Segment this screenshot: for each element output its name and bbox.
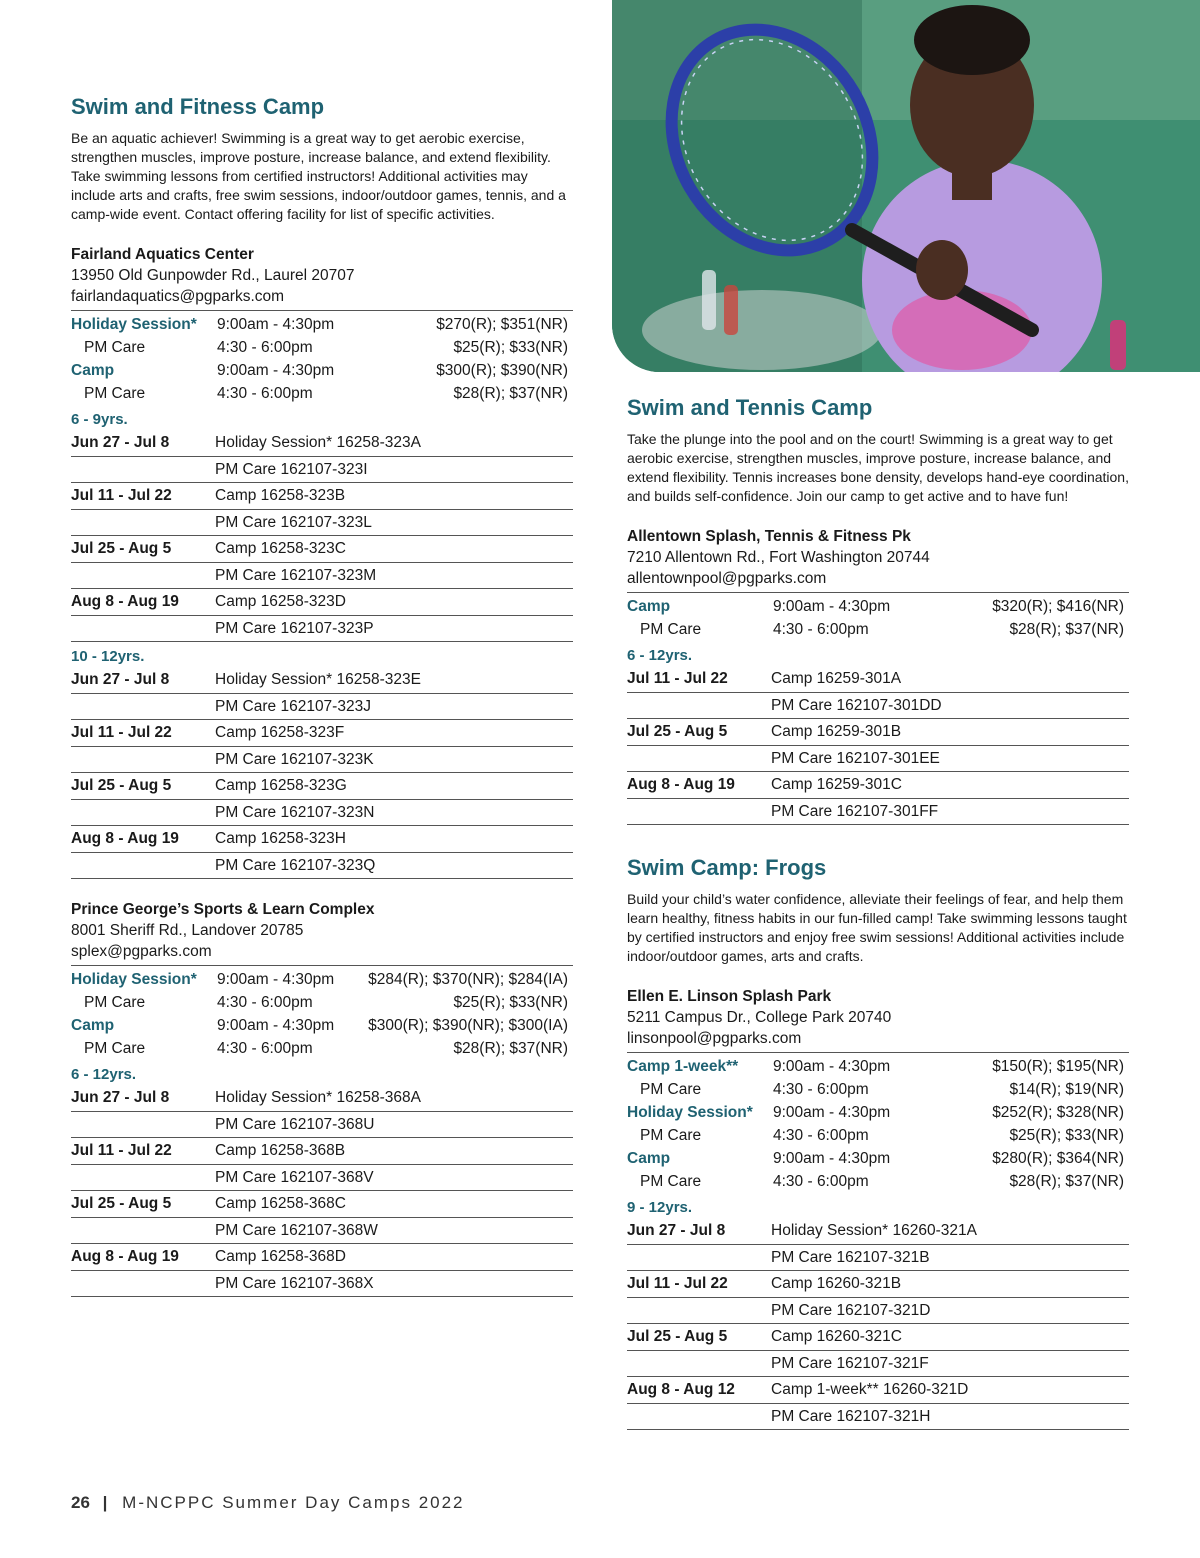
schedule-date: Jul 11 - Jul 22 [71, 487, 172, 504]
price-time: 9:00am - 4:30pm [773, 1058, 891, 1075]
price-label: PM Care [640, 621, 702, 638]
facility-email: splex@pgparks.com [71, 943, 212, 960]
price-amount: $270(R); $351(NR) [436, 316, 568, 333]
section-description: Take the plunge into the pool and on the court! Swimming is a great way to get aerobic exercise, strengthen muscles, improve posture, increase balance, and extend flexibility. Tennis increases bone density, develops hand-eye coordination, and builds self-confidence. Join our camp to get active and to have fun! [627, 431, 1129, 504]
schedule-date: Jun 27 - Jul 8 [627, 1222, 726, 1239]
price-row [71, 336, 573, 359]
schedule-date: Jun 27 - Jul 8 [71, 1089, 170, 1106]
schedule-table [627, 1218, 1129, 1430]
price-label: PM Care [84, 1040, 146, 1057]
schedule-row [71, 510, 573, 537]
schedule-code: Camp 16258-368C [215, 1195, 346, 1212]
schedule-code: PM Care 162107-301FF [771, 802, 939, 820]
page-number: 26 [71, 1493, 90, 1512]
schedule-date [627, 746, 771, 772]
price-table [71, 310, 573, 405]
price-row [627, 1147, 1129, 1170]
price-time: 4:30 - 6:00pm [773, 621, 869, 638]
price-amount: $284(R); $370(NR); $284(IA) [368, 971, 568, 988]
schedule-code: Camp 16259-301B [771, 723, 902, 740]
schedule-row [71, 563, 573, 590]
price-row [71, 313, 573, 336]
schedule-code: Camp 16259-301C [771, 776, 902, 793]
facility-address: 8001 Sheriff Rd., Landover 20785 [71, 922, 304, 939]
schedule-table [71, 667, 573, 879]
facility-list [71, 244, 573, 1297]
schedule-row [71, 483, 573, 510]
schedule-date [627, 1245, 771, 1271]
price-row [71, 1037, 573, 1060]
facility-block [71, 244, 573, 879]
schedule-code: PM Care 162107-368V [215, 1168, 374, 1186]
facility-email: allentownpool@pgparks.com [627, 570, 827, 587]
price-amount: $28(R); $37(NR) [1009, 1173, 1124, 1190]
schedule-row [627, 666, 1129, 693]
schedule-code: PM Care 162107-321D [771, 1301, 931, 1319]
schedule-row [71, 1085, 573, 1112]
schedule-date: Aug 8 - Aug 12 [627, 1381, 735, 1398]
price-label: PM Care [640, 1081, 702, 1098]
schedule-date: Jul 11 - Jul 22 [627, 670, 728, 687]
schedule-row [71, 457, 573, 484]
price-label: PM Care [84, 339, 146, 356]
price-amount: $300(R); $390(NR) [436, 362, 568, 379]
schedule-date: Jun 27 - Jul 8 [71, 434, 170, 451]
schedule-date: Jul 25 - Aug 5 [71, 777, 172, 794]
schedule-code: Camp 16258-323C [215, 540, 346, 557]
schedule-date [71, 800, 215, 826]
schedule-code: PM Care 162107-321H [771, 1407, 931, 1425]
schedule-row [71, 773, 573, 800]
price-table [627, 592, 1129, 641]
schedule-row [627, 1351, 1129, 1378]
schedule-date: Aug 8 - Aug 19 [71, 1248, 179, 1265]
section-description: Be an aquatic achiever! Swimming is a great way to get aerobic exercise, strengthen muscles, improve posture, increase balance, and extend flexibility. Take swimming lessons from certified instructors! Additional activities may include arts and crafts, free swim sessions, indoor/outdoor games, tennis, and a camp-wide event. Contact offering facility for list of specific activities. [71, 130, 566, 222]
age-group-label: 6 - 12yrs. [71, 1066, 137, 1083]
schedule-code: Camp 16260-321C [771, 1328, 902, 1345]
price-label: Camp [71, 1017, 115, 1034]
schedule-code: PM Care 162107-301DD [771, 696, 942, 714]
price-amount: $25(R); $33(NR) [1009, 1127, 1124, 1144]
schedule-row [71, 589, 573, 616]
price-label: PM Care [84, 994, 146, 1011]
schedule-row [627, 1404, 1129, 1431]
schedule-code: Holiday Session* 16258-368A [215, 1089, 421, 1106]
schedule-row [71, 853, 573, 880]
price-amount: $280(R); $364(NR) [992, 1150, 1124, 1167]
facility-email: linsonpool@pgparks.com [627, 1030, 802, 1047]
schedule-date: Aug 8 - Aug 19 [71, 830, 179, 847]
facility-block [627, 526, 1129, 825]
page-footer [71, 1493, 465, 1513]
schedule-code: PM Care 162107-323I [215, 460, 368, 478]
schedule-date [71, 1218, 215, 1244]
price-row [71, 1014, 573, 1037]
schedule-table [627, 666, 1129, 825]
age-group-label: 9 - 12yrs. [627, 1199, 693, 1216]
schedule-code: Camp 16260-321B [771, 1275, 902, 1292]
schedule-date [627, 1351, 771, 1377]
schedule-row [71, 720, 573, 747]
schedule-row [627, 1377, 1129, 1404]
schedule-row [627, 746, 1129, 773]
schedule-date: Aug 8 - Aug 19 [627, 776, 735, 793]
schedule-row [627, 693, 1129, 720]
schedule-date [71, 1165, 215, 1191]
price-time: 9:00am - 4:30pm [217, 1017, 335, 1034]
schedule-row [71, 800, 573, 827]
price-row [71, 968, 573, 991]
schedule-row [71, 747, 573, 774]
schedule-row [71, 694, 573, 721]
schedule-code: PM Care 162107-323Q [215, 856, 376, 874]
schedule-code: Camp 16258-323B [215, 487, 346, 504]
price-amount: $25(R); $33(NR) [453, 994, 568, 1011]
price-time: 9:00am - 4:30pm [773, 1104, 891, 1121]
schedule-row [71, 1165, 573, 1192]
price-row [627, 618, 1129, 641]
schedule-date: Jul 25 - Aug 5 [71, 1195, 172, 1212]
schedule-row [627, 1324, 1129, 1351]
price-amount: $300(R); $390(NR); $300(IA) [368, 1017, 568, 1034]
section-description: Build your child’s water confidence, alleviate their feelings of fear, and help them learn healthy, fitness habits in our fun-filled camp! Take swimming lessons taught by certified instructors and enjoy free swim sessions! Additional activities include indoor/outdoor games, arts and crafts. [627, 891, 1127, 964]
schedule-date: Jul 11 - Jul 22 [71, 724, 172, 741]
section-title: Swim Camp: Frogs [627, 855, 827, 880]
schedule-row [71, 1138, 573, 1165]
schedule-table [71, 430, 573, 642]
schedule-row [627, 772, 1129, 799]
schedule-code: PM Care 162107-323K [215, 750, 374, 768]
right-column [627, 393, 1129, 1430]
schedule-date [71, 694, 215, 720]
publication-title: M-NCPPC Summer Day Camps 2022 [122, 1493, 465, 1512]
price-amount: $28(R); $37(NR) [1009, 621, 1124, 638]
schedule-code: PM Care 162107-323M [215, 566, 377, 584]
schedule-code: Camp 16258-323F [215, 724, 345, 741]
schedule-code: PM Care 162107-301EE [771, 749, 940, 767]
price-amount: $28(R); $37(NR) [453, 385, 568, 402]
facility-name: Ellen E. Linson Splash Park [627, 988, 832, 1005]
schedule-date [71, 510, 215, 536]
schedule-code: Camp 16259-301A [771, 670, 902, 687]
price-row [627, 1055, 1129, 1078]
price-label: Holiday Session* [71, 316, 197, 333]
price-label: Camp [627, 598, 671, 615]
price-label: Camp [627, 1150, 671, 1167]
schedule-code: PM Care 162107-323J [215, 697, 371, 715]
price-table [627, 1052, 1129, 1193]
schedule-date [627, 1298, 771, 1324]
schedule-date: Jun 27 - Jul 8 [71, 671, 170, 688]
schedule-date [71, 1112, 215, 1138]
schedule-row [71, 1218, 573, 1245]
swim-fitness-camp-column [71, 92, 573, 1297]
schedule-row [71, 1191, 573, 1218]
schedule-row [71, 536, 573, 563]
price-row [627, 1078, 1129, 1101]
schedule-code: PM Care 162107-323P [215, 619, 374, 637]
price-label: Camp 1-week** [627, 1058, 739, 1075]
schedule-row [627, 719, 1129, 746]
price-table [71, 965, 573, 1060]
schedule-code: Camp 16258-323H [215, 830, 346, 847]
price-label: PM Care [640, 1173, 702, 1190]
schedule-row [627, 1245, 1129, 1272]
facility-name: Prince George’s Sports & Learn Complex [71, 901, 375, 918]
facility-block [71, 899, 573, 1297]
facility-name: Fairland Aquatics Center [71, 246, 254, 263]
price-time: 4:30 - 6:00pm [773, 1127, 869, 1144]
schedule-code: PM Care 162107-323L [215, 513, 372, 531]
facility-name: Allentown Splash, Tennis & Fitness Pk [627, 528, 911, 545]
price-time: 4:30 - 6:00pm [217, 339, 313, 356]
price-amount: $28(R); $37(NR) [453, 1040, 568, 1057]
section-title: Swim and Tennis Camp [627, 395, 873, 420]
schedule-row [71, 667, 573, 694]
price-label: Holiday Session* [627, 1104, 753, 1121]
schedule-code: Camp 16258-368D [215, 1248, 346, 1265]
price-time: 9:00am - 4:30pm [217, 971, 335, 988]
schedule-code: PM Care 162107-323N [215, 803, 375, 821]
price-time: 4:30 - 6:00pm [217, 385, 313, 402]
price-amount: $150(R); $195(NR) [992, 1058, 1124, 1075]
schedule-code: PM Care 162107-368W [215, 1221, 378, 1239]
schedule-date [71, 747, 215, 773]
age-group-label: 6 - 9yrs. [71, 411, 128, 428]
schedule-row [627, 799, 1129, 826]
price-amount: $14(R); $19(NR) [1009, 1081, 1124, 1098]
price-time: 9:00am - 4:30pm [217, 316, 335, 333]
price-row [627, 1124, 1129, 1147]
price-time: 4:30 - 6:00pm [217, 994, 313, 1011]
schedule-date: Aug 8 - Aug 19 [71, 593, 179, 610]
section-title: Swim and Fitness Camp [71, 94, 325, 119]
price-amount: $252(R); $328(NR) [992, 1104, 1124, 1121]
schedule-date: Jul 11 - Jul 22 [627, 1275, 728, 1292]
tennis-child-illustration [612, 0, 1200, 372]
price-label: PM Care [84, 385, 146, 402]
price-row [627, 595, 1129, 618]
camp-section [627, 853, 1129, 1430]
price-time: 9:00am - 4:30pm [773, 1150, 891, 1167]
schedule-date [71, 1271, 215, 1297]
price-amount: $320(R); $416(NR) [992, 598, 1124, 615]
price-label: Holiday Session* [71, 971, 197, 988]
schedule-row [627, 1271, 1129, 1298]
price-row [627, 1170, 1129, 1193]
schedule-date [627, 1404, 771, 1430]
schedule-date: Jul 25 - Aug 5 [627, 723, 728, 740]
schedule-code: PM Care 162107-321F [771, 1354, 929, 1372]
schedule-date [71, 563, 215, 589]
schedule-code: Camp 16258-368B [215, 1142, 346, 1159]
facility-block [627, 986, 1129, 1430]
price-time: 4:30 - 6:00pm [217, 1040, 313, 1057]
schedule-date: Jul 25 - Aug 5 [71, 540, 172, 557]
schedule-code: Holiday Session* 16258-323E [215, 671, 421, 688]
schedule-code: PM Care 162107-368U [215, 1115, 375, 1133]
price-time: 9:00am - 4:30pm [773, 598, 891, 615]
facility-address: 5211 Campus Dr., College Park 20740 [627, 1009, 892, 1026]
schedule-code: Camp 16258-323D [215, 593, 346, 610]
schedule-code: Holiday Session* 16260-321A [771, 1222, 977, 1239]
schedule-code: Camp 1-week** 16260-321D [771, 1381, 969, 1398]
camp-section [627, 393, 1129, 825]
schedule-row [71, 1112, 573, 1139]
price-amount: $25(R); $33(NR) [453, 339, 568, 356]
schedule-date [71, 457, 215, 483]
age-group-label: 10 - 12yrs. [71, 648, 145, 665]
schedule-row [71, 430, 573, 457]
price-label: Camp [71, 362, 115, 379]
footer-separator: | [102, 1493, 110, 1512]
price-row [627, 1101, 1129, 1124]
price-time: 9:00am - 4:30pm [217, 362, 335, 379]
schedule-row [71, 1271, 573, 1298]
schedule-date [627, 799, 771, 825]
price-row [71, 382, 573, 405]
schedule-date [71, 853, 215, 879]
price-row [71, 359, 573, 382]
schedule-row [71, 1244, 573, 1271]
schedule-row [71, 616, 573, 643]
facility-email: fairlandaquatics@pgparks.com [71, 288, 285, 305]
price-row [71, 991, 573, 1014]
schedule-date: Jul 25 - Aug 5 [627, 1328, 728, 1345]
schedule-row [627, 1298, 1129, 1325]
schedule-code: PM Care 162107-368X [215, 1274, 374, 1292]
schedule-date [71, 616, 215, 642]
schedule-code: PM Care 162107-321B [771, 1248, 930, 1266]
schedule-date [627, 693, 771, 719]
price-time: 4:30 - 6:00pm [773, 1173, 869, 1190]
price-label: PM Care [640, 1127, 702, 1144]
schedule-row [627, 1218, 1129, 1245]
hero-photo [612, 0, 1200, 372]
price-time: 4:30 - 6:00pm [773, 1081, 869, 1098]
schedule-code: Camp 16258-323G [215, 777, 347, 794]
facility-address: 7210 Allentown Rd., Fort Washington 20744 [627, 549, 930, 566]
schedule-code: Holiday Session* 16258-323A [215, 434, 421, 451]
schedule-row [71, 826, 573, 853]
schedule-table [71, 1085, 573, 1297]
facility-address: 13950 Old Gunpowder Rd., Laurel 20707 [71, 267, 355, 284]
age-group-label: 6 - 12yrs. [627, 647, 693, 664]
schedule-date: Jul 11 - Jul 22 [71, 1142, 172, 1159]
